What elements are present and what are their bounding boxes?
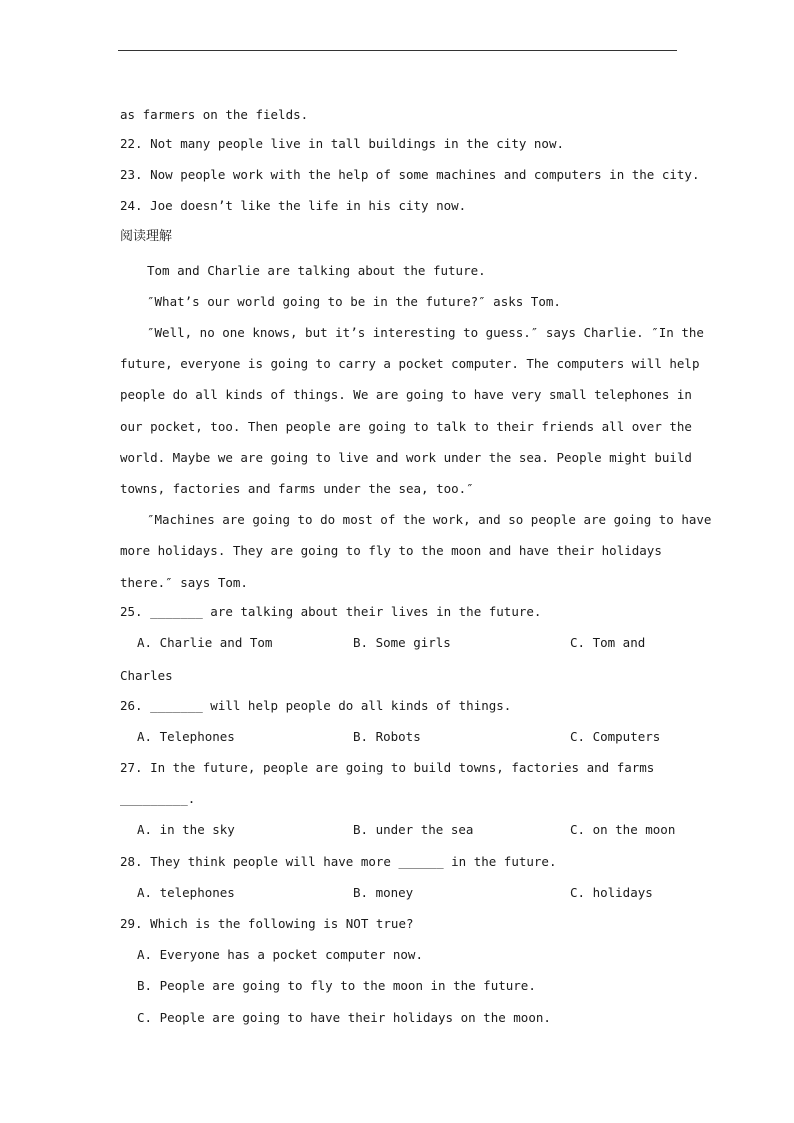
question-26-stem: 26. _______ will help people do all kinds of things. — [120, 698, 512, 713]
option-a: A. Telephones — [137, 729, 235, 744]
passage-line: our pocket, too. Then people are going to talk to their friends all over the — [120, 419, 692, 434]
option-b: B. Some girls — [353, 635, 451, 650]
option-a: A. Everyone has a pocket computer now. — [137, 947, 423, 962]
option-c: C. on the moon — [570, 822, 676, 837]
passage-line: more holidays. They are going to fly to the moon and have their holidays — [120, 543, 662, 558]
option-c: C. holidays — [570, 885, 653, 900]
passage-line: towns, factories and farms under the sea, too.″ — [120, 481, 474, 496]
option-c: C. Tom and — [570, 635, 646, 650]
option-b: B. People are going to fly to the moon in the future. — [137, 978, 536, 993]
question-24: 24. Joe doesn’t like the life in his city now. — [120, 198, 467, 213]
passage-line: ″What’s our world going to be in the future?″ asks Tom. — [147, 294, 561, 309]
question-27-blank: _________. — [120, 791, 196, 806]
question-27-stem: 27. In the future, people are going to build towns, factories and farms — [120, 760, 655, 775]
option-b: B. Robots — [353, 729, 421, 744]
passage-line: there.″ says Tom. — [120, 575, 248, 590]
question-25-stem: 25. _______ are talking about their lives in the future. — [120, 604, 542, 619]
passage-line: ″Well, no one knows, but it’s interesting to guess.″ says Charlie. ″In the — [147, 325, 704, 340]
option-b: B. money — [353, 885, 414, 900]
section-title: 阅读理解 — [120, 229, 173, 244]
option-c: C. Computers — [570, 729, 661, 744]
question-28-stem: 28. They think people will have more ______ in the future. — [120, 854, 557, 869]
text-line: as farmers on the fields. — [120, 107, 309, 122]
header-rule — [118, 50, 677, 51]
option-c-continued: Charles — [120, 668, 173, 683]
passage-line: ″Machines are going to do most of the work, and so people are going to have — [147, 512, 712, 527]
question-22: 22. Not many people live in tall buildings in the city now. — [120, 136, 565, 151]
passage-line: people do all kinds of things. We are going to have very small telephones in — [120, 387, 692, 402]
option-b: B. under the sea — [353, 822, 474, 837]
question-29-stem: 29. Which is the following is NOT true? — [120, 916, 414, 931]
option-a: A. in the sky — [137, 822, 235, 837]
passage-line: future, everyone is going to carry a pocket computer. The computers will help — [120, 356, 700, 371]
question-23: 23. Now people work with the help of some machines and computers in the city. — [120, 167, 700, 182]
option-a: A. telephones — [137, 885, 235, 900]
option-c: C. People are going to have their holidays on the moon. — [137, 1010, 551, 1025]
option-a: A. Charlie and Tom — [137, 635, 273, 650]
passage-line: world. Maybe we are going to live and work under the sea. People might build — [120, 450, 692, 465]
passage-line: Tom and Charlie are talking about the future. — [147, 263, 486, 278]
